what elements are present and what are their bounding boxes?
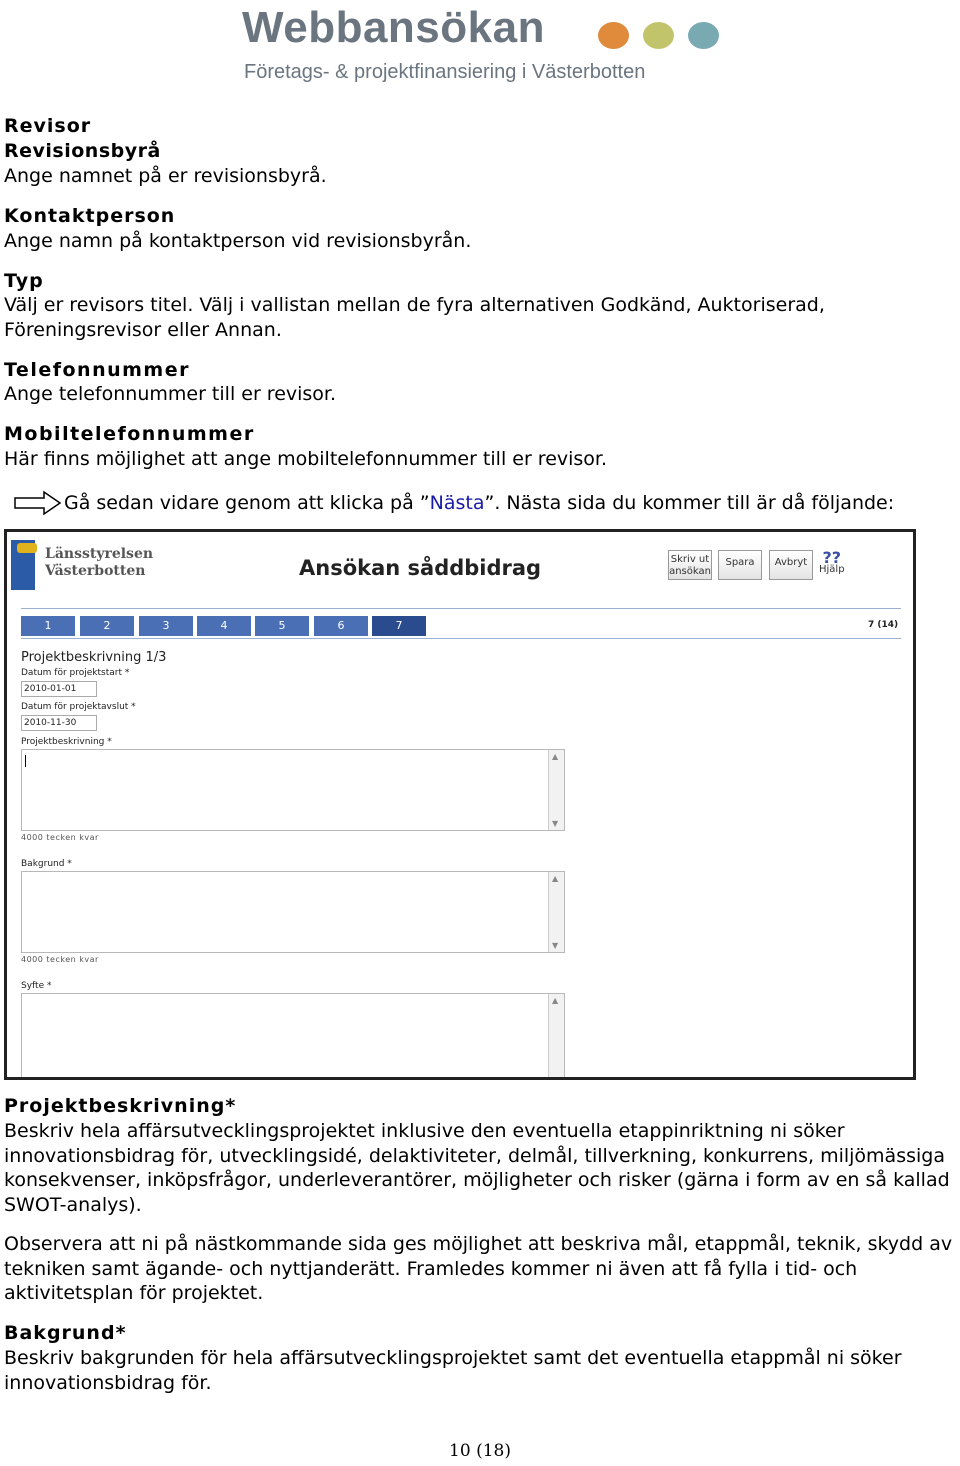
mobiltelefonnummer-heading: Mobiltelefonnummer (4, 423, 255, 445)
scroll-up-icon[interactable]: ▲ (552, 874, 559, 883)
text-caret (25, 755, 26, 767)
tab-step-3[interactable]: 3 (139, 616, 193, 636)
revisionsbyra-text: Ange namnet på er revisionsbyrå. (4, 165, 327, 187)
background-label: Bakgrund * (21, 859, 72, 869)
logo-subtitle: Företags- & projektfinansiering i Västerbotten (244, 61, 646, 83)
description-scrollbar[interactable] (548, 750, 564, 830)
start-date-input[interactable]: 2010-01-01 (21, 681, 97, 697)
page-number: 10 (18) (449, 1441, 511, 1461)
help-label: Hjälp (819, 564, 845, 575)
print-application-button[interactable] (668, 550, 712, 580)
nasta-link[interactable]: Nästa (429, 492, 485, 514)
revisor-heading: Revisor (4, 115, 92, 137)
org-name-line1: Länsstyrelsen (45, 546, 154, 562)
application-title: Ansökan såddbidrag (299, 556, 542, 580)
end-date-label: Datum för projektavslut * (21, 702, 136, 712)
background-scrollbar[interactable] (548, 872, 564, 952)
typ-text-line1: Välj er revisors titel. Välj i vallistan mellan de fyra alternativen Godkänd, Auktoriserad, (4, 294, 825, 316)
step-counter: 7 (14) (868, 620, 899, 630)
purpose-textarea[interactable] (21, 993, 565, 1080)
application-screenshot (4, 529, 916, 1080)
scroll-up-icon[interactable]: ▲ (552, 996, 559, 1005)
end-date-input[interactable]: 2010-11-30 (21, 715, 97, 731)
background-char-count: 4000 tecken kvar (21, 955, 99, 964)
scroll-up-icon[interactable]: ▲ (552, 752, 559, 761)
typ-heading: Typ (4, 270, 44, 292)
next-suffix: ”. Nästa sida du kommer till är då följande: (484, 492, 895, 514)
print-button-line2: ansökan (669, 566, 711, 577)
bakgrund-heading: Bakgrund* (4, 1322, 127, 1344)
logo-dot-olive (643, 22, 674, 49)
lansstyrelsen-emblem-icon (11, 540, 35, 590)
help-button[interactable] (819, 548, 845, 576)
description-char-count: 4000 tecken kvar (21, 833, 99, 842)
arrow-right-icon (14, 490, 62, 516)
crown-icon (17, 543, 37, 553)
start-date-label: Datum för projektstart * (21, 668, 130, 678)
telefonnummer-text: Ange telefonnummer till er revisor. (4, 383, 337, 405)
background-textarea[interactable] (21, 871, 565, 953)
bakgrund-text: Beskriv bakgrunden för hela affärsutvecklingsprojektet samt det eventuella etappmål ni söker innovationsbidrag för. (4, 1347, 902, 1394)
cancel-button[interactable]: Avbryt (769, 550, 813, 580)
logo-title: Webbansökan (242, 3, 545, 52)
help-icon: ?? (822, 548, 842, 567)
save-button[interactable]: Spara (718, 550, 762, 580)
tab-step-2[interactable]: 2 (80, 616, 134, 636)
purpose-label: Syfte * (21, 981, 52, 991)
description-label: Projektbeskrivning * (21, 737, 112, 747)
mobiltelefonnummer-text: Här finns möjlighet att ange mobiltelefonnummer till er revisor. (4, 448, 608, 470)
tab-step-7[interactable]: 7 (372, 616, 426, 636)
tab-step-1[interactable]: 1 (21, 616, 75, 636)
org-name (45, 546, 153, 580)
logo-dot-teal (688, 22, 719, 49)
tabs-divider (21, 638, 901, 639)
kontaktperson-heading: Kontaktperson (4, 205, 176, 227)
projektbeskrivning-text: Beskriv hela affärsutvecklingsprojektet inklusive den eventuella etappinriktning ni söker innovationsbidrag för, utvecklingsidé, delaktiviteter, delmål, tillverkning, konkurrens, miljömässiga konsekvenser, inköpsfrågor, underleverantörer, möjligheter och risker (gärna i form av en så kallad SWOT-analys). (4, 1120, 950, 1216)
next-prefix: Gå sedan vidare genom att klicka på ” (64, 492, 430, 514)
typ-text-line2: Föreningsrevisor eller Annan. (4, 319, 282, 341)
webbansokan-logo (242, 4, 722, 84)
telefonnummer-heading: Telefonnummer (4, 359, 190, 381)
header-divider (21, 608, 901, 609)
kontaktperson-text: Ange namn på kontaktperson vid revisionsbyrån. (4, 230, 472, 252)
projektbeskrivning-note: Observera att ni på nästkommande sida ges möjlighet att beskriva mål, etappmål, teknik, skydd av tekniken samt ägande- och nyttjanderätt. Framledes kommer ni även att få fylla i tid- och aktivitetsplan för projektet. (4, 1233, 953, 1304)
revisionsbyra-heading: Revisionsbyrå (4, 140, 161, 162)
scroll-down-icon[interactable]: ▼ (552, 819, 559, 828)
projektbeskrivning-heading: Projektbeskrivning* (4, 1095, 237, 1117)
print-button-line1: Skriv ut (670, 554, 710, 565)
description-textarea[interactable] (21, 749, 565, 831)
logo-dot-orange (598, 22, 629, 49)
tab-step-5[interactable]: 5 (255, 616, 309, 636)
purpose-scrollbar[interactable] (548, 994, 564, 1080)
section-title: Projektbeskrivning 1/3 (21, 650, 167, 665)
tab-step-6[interactable]: 6 (314, 616, 368, 636)
tab-step-4[interactable]: 4 (197, 616, 251, 636)
scroll-down-icon[interactable]: ▼ (552, 941, 559, 950)
org-name-line2: Västerbotten (45, 563, 146, 579)
next-instruction (64, 491, 894, 516)
